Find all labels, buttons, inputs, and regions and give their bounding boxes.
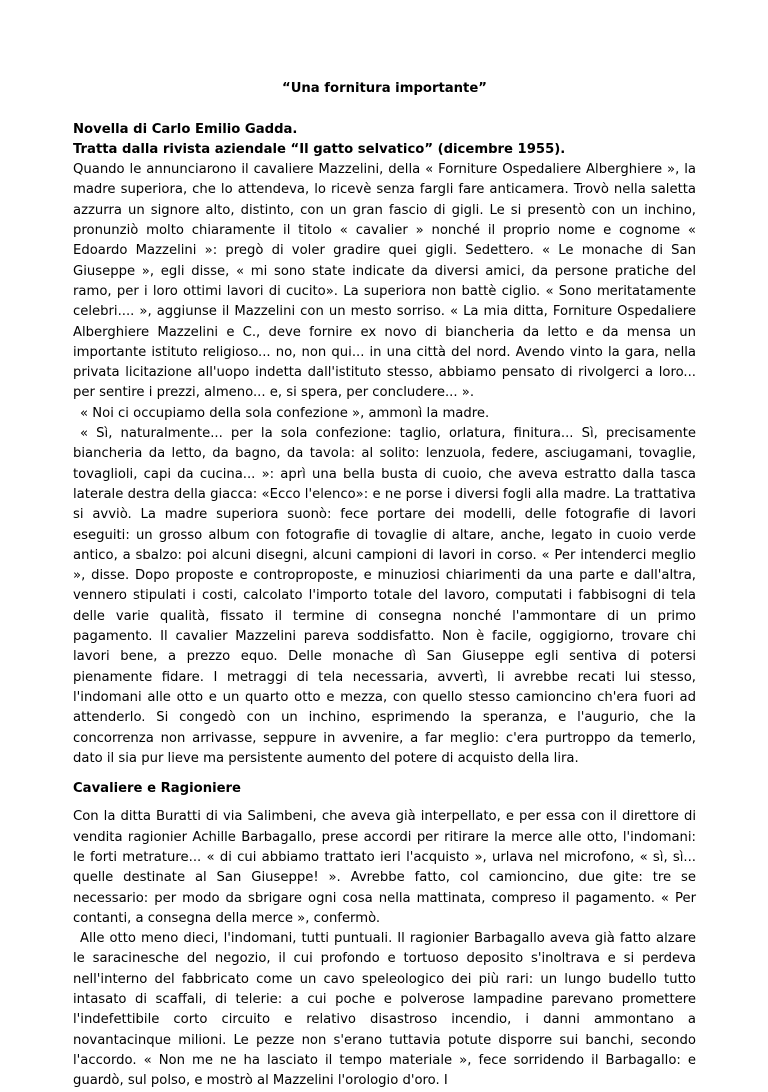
paragraph: Quando le annunciarono il cavaliere Mazzelini, della « Forniture Ospedaliere Alberghiere », la madre superiora, che lo attendeva, lo ricevè senza fargli fare anticamera. Trovò nella saletta azzurra un signore alto, distinto, con un gran fascio di gigli. Le si presentò con un inchino, pronunziò molto chiaramente il titolo « cavalier » nonché il proprio nome e cognome « Edoardo Mazzelini »: pregò di voler gradire quei gigli. Sedettero. « Le monache di San Giuseppe », egli disse, « mi sono state indicate da diversi amici, da persone pratiche del ramo, per i loro ottimi lavori di cucito». La superiora non battè ciglio. « Sono meritatamente celebri.... », aggiunse il Mazzelini con un mesto sorriso. « La mia ditta, Forniture Ospedaliere Alberghiere Mazzelini e C., deve fornire ex novo di biancheria da letto e da mensa un importante istituto religioso... no, non qui... in una città del nord. Avendo vinto la gara, nella privata licitazione all'uopo indetta dall'istituto stesso, abbiamo pensato di rivolgerci a loro... per sentire i prezzi, almeno... e, si spera, per concludere... ». xyxy=(73,162,696,401)
section-spacer xyxy=(73,769,696,779)
paragraph: Con la ditta Buratti di via Salimbeni, che aveva già interpellato, e per essa con il direttore di vendita ragionier Achille Barbagallo, prese accordi per ritirare la merce alle otto, l'indomani: le forti metrature... « di cui abbiamo trattato ieri l'acquisto », urlava nel microfono, « sì, sì... quelle destinate al San Giuseppe! ». Avrebbe fatto, col camioncino, due gite: tre se necessario: per modo da sbrigare ogni cosa nella mattinata, compreso il pagamento. « Per contanti, a consegna della merce », confermò. xyxy=(73,809,696,926)
section-heading: Cavaliere e Ragioniere xyxy=(73,781,242,797)
document-page xyxy=(73,0,696,1092)
source-note: Tratta dalla rivista aziendale “Il gatto selvatico” (dicembre 1955). xyxy=(73,141,566,157)
byline: Novella di Carlo Emilio Gadda. xyxy=(73,121,298,137)
title-spacer xyxy=(73,99,696,119)
paragraph: Alle otto meno dieci, l'indomani, tutti puntuali. Il ragionier Barbagallo aveva già fatto alzare le saracinesche del negozio, il cui profondo e tortuoso deposito s'inoltrava e si perdeva nell'interno del fabbricato come un cavo speleologico dei più rari: un lungo budello tutto intasato di scaffali, di telerie: a cui poche e polverose lampadine parevano promettere l'indefettibile corto circuito e relativo disastroso incendio, i danni ammontano a novantacinque milioni. Le pezze non s'erano tuttavia potute disporre sui banchi, secondo l'accordo. « Non me ne ha lasciato il tempo materiale », fece sorridendo il Barbagallo: e guardò, sul polso, e mostrò al Mazzelini l'orologio d'oro. I xyxy=(73,931,696,1089)
paragraph: « Noi ci occupiamo della sola confezione », ammonì la madre. xyxy=(80,405,490,421)
section-spacer xyxy=(73,799,696,807)
paragraph: « Sì, naturalmente... per la sola confezione: taglio, orlatura, finitura... Sì, precisamente biancheria da letto, da bagno, da tavola: al solito: lenzuola, federe, asciugamani, tovaglie, tovaglioli, capi da cucina... »: aprì una bella busta di cuoio, che aveva estratto dalla tasca laterale destra della giacca: «Ecco l'elenco»: e ne porse i diversi fogli alla madre. La trattativa si avviò. La madre superiora suonò: fece portare dei modelli, delle fotografie di lavori eseguiti: un grosso album con fotografie di tovaglie di altare, anche, legato in cuoio verde antico, a sbalzo: poi alcuni disegni, alcuni campioni di lavori in corso. « Per intenderci meglio », disse. Dopo proposte e controproposte, e minuziosi chiarimenti da una parte e dall'altra, vennero stipulati i costi, calcolato l'importo totale del lavoro, computati i fabbisogni di tela delle varie qualità, fissato il termine di consegna nonché l'ammontare di un primo pagamento. Il cavalier Mazzelini pareva soddisfatto. Non è facile, oggigiorno, trovare chi lavori bene, a prezzo equo. Delle monache dì San Giuseppe egli sentiva di potersi pienamente fidare. I metraggi di tela necessaria, avvertì, li avrebbe recati lui stesso, l'indomani alle otto e un quarto otto e mezza, con quello stesso camioncino ch'era fuori ad attenderlo. Si congedò con un inchino, esprimendo la speranza, e l'augurio, che la concorrenza non arrivasse, seppure in avvenire, a far meglio: c'era purtroppo da temerlo, dato il sia pur lieve ma persistente aumento del potere di acquisto della lira. xyxy=(73,426,696,766)
story-title: “Una fornitura importante” xyxy=(282,81,487,96)
